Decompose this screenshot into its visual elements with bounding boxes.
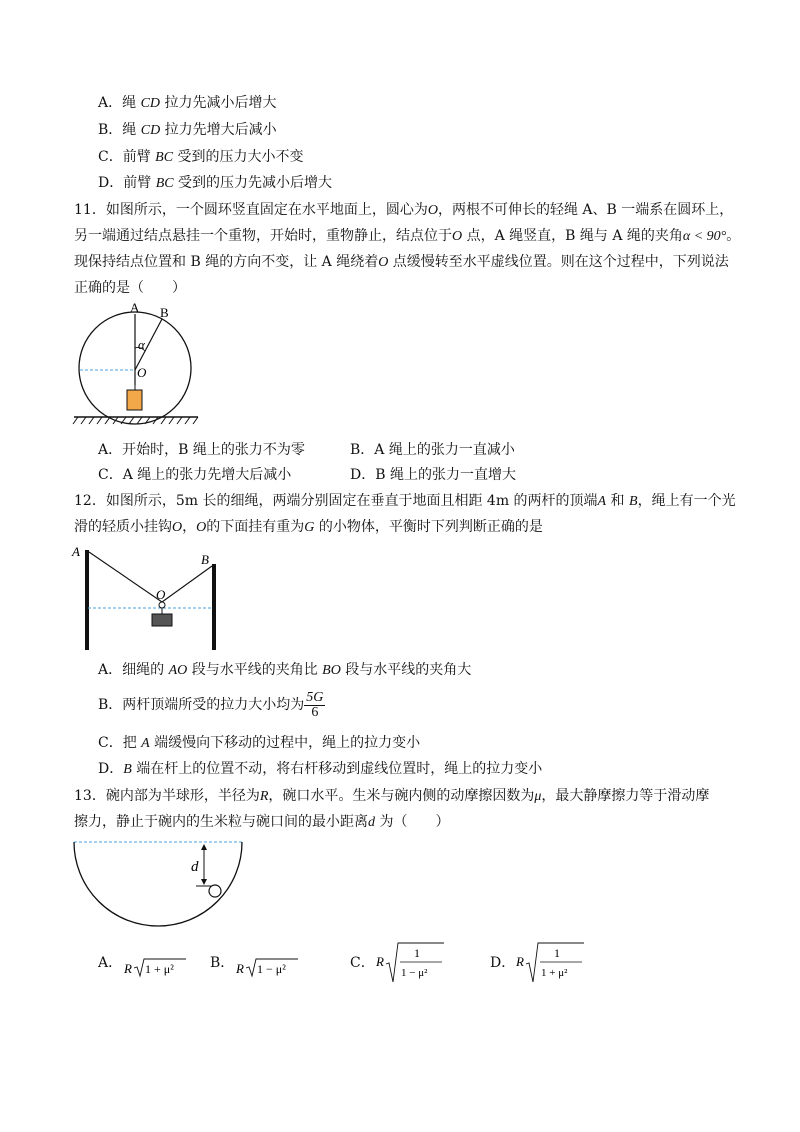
svg-text:1: 1 xyxy=(414,946,420,960)
bowl-hemisphere xyxy=(74,842,242,926)
hanging-weight xyxy=(127,390,142,410)
q12-option-a: A．细绳的 AO 段与水平线的夹角比 BO 段与水平线的夹角大 xyxy=(98,662,472,678)
q12-line-1: 12．如图所示，5m 长的细绳，两端分别固定在垂直于地面且相距 4m 的两杆的顶端A 和 B，绳上有一个光 xyxy=(74,493,736,509)
ground-hatch xyxy=(73,417,198,424)
rope-ao xyxy=(89,552,162,602)
svg-text:1 + μ²: 1 + μ² xyxy=(541,967,568,979)
q13-line-2: 擦力，静止于碗内的生米粒与碗口间的最小距离d 为（ ） xyxy=(74,814,450,830)
fig-label-a: A xyxy=(130,300,140,315)
prev-option-c: C．前臂 BC 受到的压力大小不变 xyxy=(98,149,304,165)
q13-option-b-expr xyxy=(236,956,300,986)
left-pole xyxy=(85,550,89,650)
svg-text:1 − μ²: 1 − μ² xyxy=(257,962,286,976)
prev-option-a: A．绳 CD 拉力先减小后增大 xyxy=(98,95,277,111)
svg-text:R: R xyxy=(376,954,384,969)
fig-label-alpha: α xyxy=(138,337,145,352)
fraction-5g-over-6: $\frac{5G}{6}$ xyxy=(306,689,324,720)
prev-option-d: D．前臂 BC 受到的压力先减小后增大 xyxy=(98,175,333,191)
q11-number: 11． xyxy=(74,202,106,218)
q12-figure xyxy=(70,542,230,654)
q13-option-d: D． xyxy=(490,955,516,971)
q13-option-c-expr xyxy=(376,940,446,990)
q11-line-3: 现保持结点位置和 B 绳的方向不变，让 A 绳绕着O 点缓慢转至水平虚线位置。则在这个过程中，下列说法 xyxy=(74,254,729,270)
q12-option-c: C．把 A 端缓慢向下移动的过程中，绳上的拉力变小 xyxy=(98,735,421,751)
right-pole xyxy=(212,564,216,650)
q13-option-a-expr xyxy=(124,956,188,986)
rice-grain xyxy=(209,885,221,897)
fig-label-d: d xyxy=(191,859,199,875)
fig-label-a: A xyxy=(72,544,80,559)
svg-text:1: 1 xyxy=(554,946,560,960)
fig-label-b: B xyxy=(160,305,169,320)
fig-label-b: B xyxy=(201,552,209,567)
q11-option-d: D．B 绳上的张力一直增大 xyxy=(350,467,516,483)
q12-line-2: 滑的轻质小挂钩O，O的下面挂有重为G 的小物体，平衡时下列判断正确的是 xyxy=(74,519,543,535)
q11-option-b: B．A 绳上的张力一直减小 xyxy=(350,442,515,458)
rope-bo xyxy=(162,566,212,602)
hook-o xyxy=(159,602,165,608)
q11-option-a: A．开始时，B 绳上的张力不为零 xyxy=(98,442,305,458)
q11-option-c: C．A 绳上的张力先增大后减小 xyxy=(98,467,292,483)
svg-text:1 − μ²: 1 − μ² xyxy=(401,967,428,979)
q13-option-b: B． xyxy=(210,955,235,971)
q11-angle-condition: α < 90° xyxy=(682,229,727,244)
fig-label-o: O xyxy=(156,587,166,602)
hanging-object xyxy=(152,614,172,626)
prev-option-b: B．绳 CD 拉力先增大后减小 xyxy=(98,122,277,138)
q13-number: 13． xyxy=(74,788,106,804)
svg-text:R: R xyxy=(124,961,132,976)
svg-text:1 + μ²: 1 + μ² xyxy=(145,962,174,976)
svg-text:R: R xyxy=(516,954,524,969)
q12-number: 12． xyxy=(74,493,106,509)
fig-label-o: O xyxy=(137,365,147,380)
q13-figure xyxy=(70,836,250,928)
q13-option-a: A． xyxy=(98,955,123,971)
q13-line-1: 13．碗内部为半球形，半径为R，碗口水平。生米与碗内侧的动摩擦因数为μ，最大静摩擦力等于滑动摩 xyxy=(74,788,710,804)
q12-option-b: B．两杆顶端所受的拉力大小均为 $\frac{5G}{6}$ xyxy=(98,689,324,720)
q11-line-1: 11．如图所示，一个圆环竖直固定在水平地面上，圆心为O，两根不可伸长的轻绳 A、B 一端系在圆环上， xyxy=(74,202,734,218)
q11-line-4: 正确的是（ ） xyxy=(74,280,186,296)
q12-option-d: D．B 端在杆上的位置不动，将右杆移动到虚线位置时，绳上的拉力变小 xyxy=(98,761,543,777)
q13-option-d-expr xyxy=(516,940,586,990)
svg-text:R: R xyxy=(236,961,244,976)
q11-figure xyxy=(70,298,205,428)
q11-line-2: 另一端通过结点悬挂一个重物，开始时，重物静止，结点位于O 点，A 绳竖直，B 绳与 A 绳的夹角α < 90°。 xyxy=(74,228,741,244)
q13-option-c: C． xyxy=(350,955,375,971)
